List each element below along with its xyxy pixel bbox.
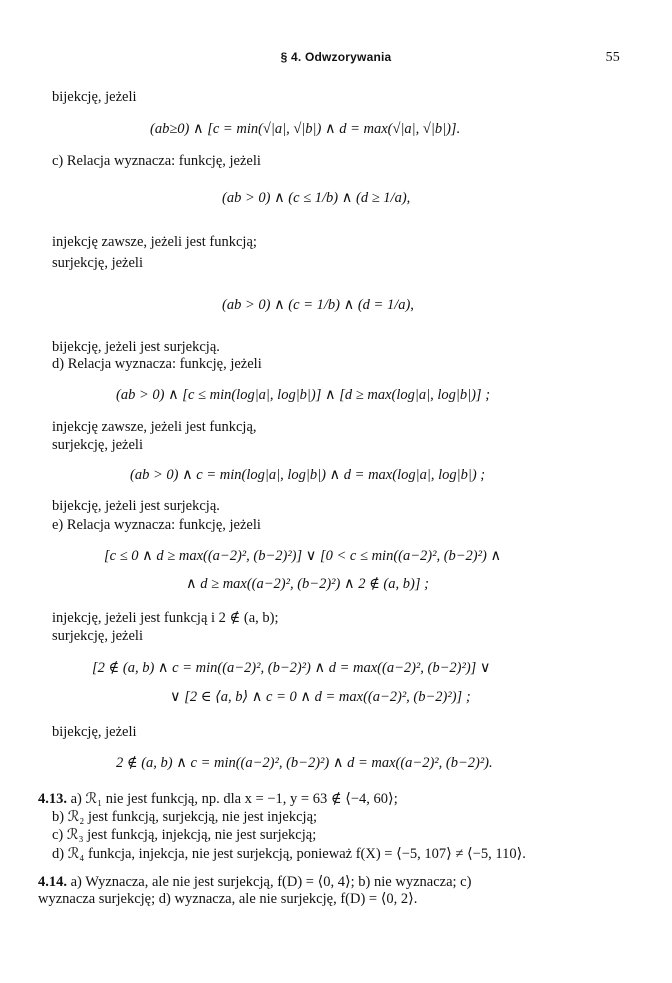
text-line: injekcję zawsze, jeżeli jest funkcją; <box>52 234 257 250</box>
exercise-number: 4.14. <box>38 874 67 890</box>
text-line: bijekcję, jeżeli <box>52 724 137 740</box>
page-number: 55 <box>605 50 620 65</box>
equation: (ab > 0) ∧ [c ≤ min(log|a|, log|b|)] ∧ [d ≥ max(log|a|, log|b|)] ; <box>116 387 491 403</box>
equation: [c ≤ 0 ∧ d ≥ max((a−2)², (b−2)²)] ∨ [0 < c ≤ min((a−2)², (b−2)²) ∧ <box>104 548 502 564</box>
text-line: surjekcję, jeżeli <box>52 437 143 453</box>
text-line: a) Wyznacza, ale nie jest surjekcją, f(D) = ⟨0, 4⟩; b) nie wyznacza; c) <box>70 874 472 890</box>
equation: ∧ d ≥ max((a−2)², (b−2)²) ∧ 2 ∉ (a, b)] ; <box>186 576 429 592</box>
text-line: surjekcję, jeżeli <box>52 628 143 644</box>
equation: (ab > 0) ∧ (c = 1/b) ∧ (d = 1/a), <box>222 297 414 313</box>
text-line: d) ℛ₄ funkcja, injekcja, nie jest surjekcją, ponieważ f(X) = ⟨−5, 107⟩ ≠ ⟨−5, 110⟩. <box>52 846 526 862</box>
text-line: e) Relacja wyznacza: funkcję, jeżeli <box>52 517 261 533</box>
text-line: c) Relacja wyznacza: funkcję, jeżeli <box>52 153 261 169</box>
text-line: b) ℛ₂ jest funkcją, surjekcją, nie jest injekcją; <box>52 809 318 825</box>
text-line: surjekcję, jeżeli <box>52 255 143 271</box>
equation: (ab≥0) ∧ [c = min(√|a|, √|b|) ∧ d = max(√|a|, √|b|)]. <box>150 121 461 137</box>
text-line: bijekcję, jeżeli <box>52 89 137 105</box>
text-line: bijekcję, jeżeli jest surjekcją. <box>52 498 220 514</box>
exercise-number: 4.13. <box>38 791 67 807</box>
equation: [2 ∉ (a, b) ∧ c = min((a−2)², (b−2)²) ∧ d = max((a−2)², (b−2)²)] ∨ <box>92 660 491 676</box>
text-line: bijekcję, jeżeli jest surjekcją. <box>52 339 220 355</box>
equation: 2 ∉ (a, b) ∧ c = min((a−2)², (b−2)²) ∧ d = max((a−2)², (b−2)²). <box>116 755 493 771</box>
exercise-4-14-line <box>38 873 471 891</box>
text-line: wyznacza surjekcję; d) wyznacza, ale nie surjekcję, f(D) = ⟨0, 2⟩. <box>38 891 418 907</box>
text-line: c) ℛ₃ jest funkcją, injekcją, nie jest surjekcją; <box>52 827 317 843</box>
equation: (ab > 0) ∧ c = min(log|a|, log|b|) ∧ d = max(log|a|, log|b|) ; <box>130 467 486 483</box>
equation: (ab > 0) ∧ (c ≤ 1/b) ∧ (d ≥ 1/a), <box>222 190 411 206</box>
exercise-4-13-line <box>38 790 398 808</box>
equation: ∨ [2 ∈ ⟨a, b⟩ ∧ c = 0 ∧ d = max((a−2)², (b−2)²)] ; <box>170 689 471 705</box>
text-line: injekcję zawsze, jeżeli jest funkcją, <box>52 419 257 435</box>
text-line: d) Relacja wyznacza: funkcję, jeżeli <box>52 356 262 372</box>
text-line: a) ℛ₁ nie jest funkcją, np. dla x = −1, y = 63 ∉ ⟨−4, 60⟩; <box>70 791 398 807</box>
text-line: injekcję, jeżeli jest funkcją i 2 ∉ (a, b); <box>52 610 279 626</box>
running-header: § 4. Odwzorywania <box>280 50 392 64</box>
